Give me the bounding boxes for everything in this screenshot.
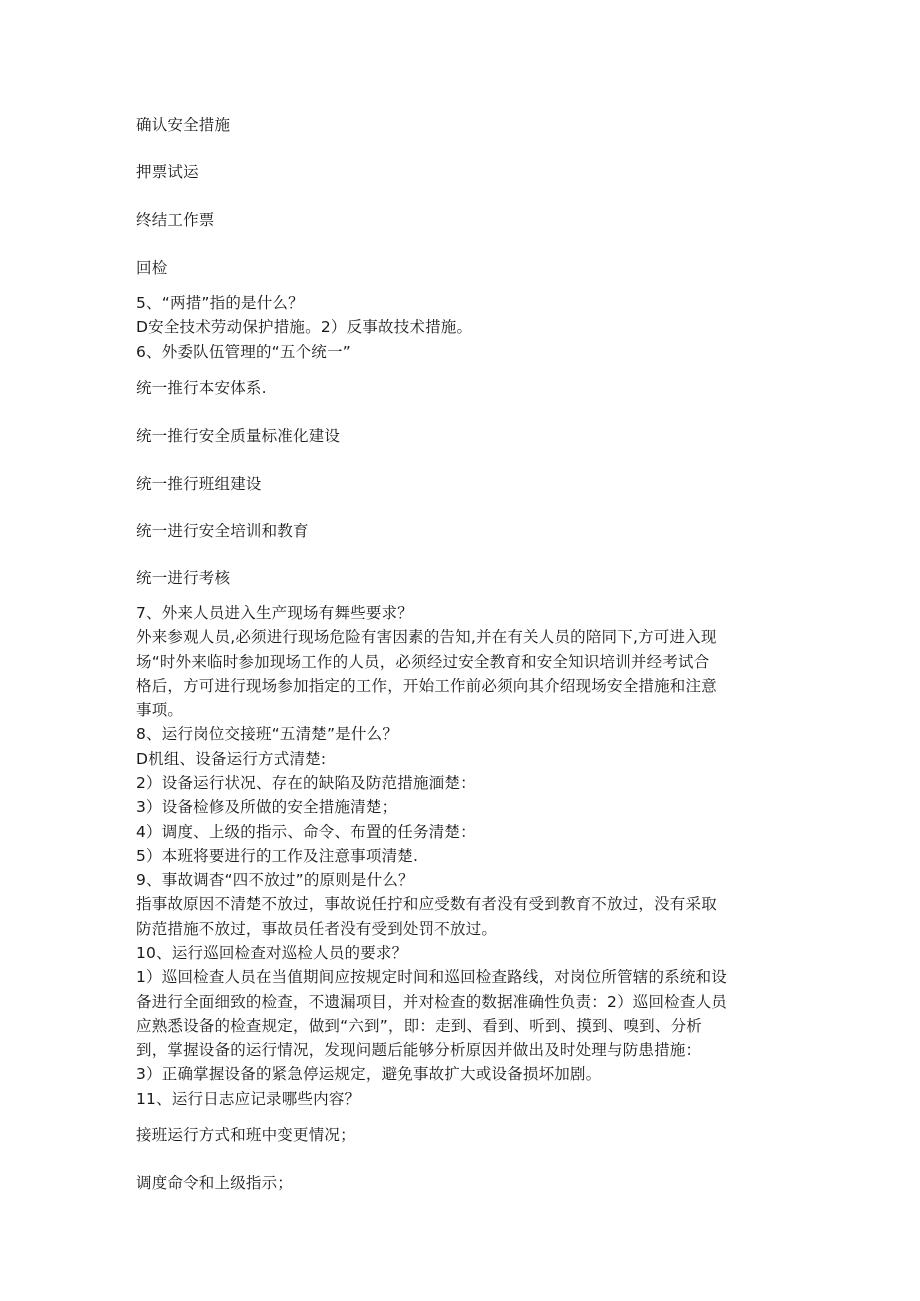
text-line: 5）本班将要进行的工作及注意事项清楚. <box>136 847 419 865</box>
text-line: 接班运行方式和班中变更情况； <box>136 1126 356 1144</box>
text-line: 统一进行安全培训和教育 <box>136 522 309 540</box>
text-line: 统一推行班组建设 <box>136 475 262 493</box>
text-line: 应熟悉设备的检查规定，做到“六到”，即：走到、看到、听到、摸到、嗅到、分析 <box>136 1017 702 1035</box>
text-line: 场“时外来临时参加现场工作的人员，必须经过安全教育和安全知识培训并经考试合 <box>136 653 710 671</box>
text-line: 到，掌握设备的运行情况，发现问题后能够分析原因并做出及时处理与防患措施： <box>136 1041 702 1059</box>
text-line: 统一推行安全质量标准化建设 <box>136 427 341 445</box>
question-heading: 7、外来人员进入生产现场有舞些要求？ <box>136 604 413 622</box>
text-line: 统一进行考核 <box>136 569 231 587</box>
text-line: 防范措施不放过，事故员任者没有受到处罚不放过。 <box>136 920 498 938</box>
text-line: 回检 <box>136 259 168 277</box>
text-line: 调度命令和上级指示； <box>136 1174 294 1192</box>
text-line: 事项。 <box>136 701 184 719</box>
text-line: 1）巡回检查人员在当值期间应按规定时间和巡回检查路线，对岗位所管辖的系统和设 <box>136 968 727 986</box>
question-heading: 11、运行日志应记录哪些内容？ <box>136 1090 361 1108</box>
text-line: 格后，方可进行现场参加指定的工作，开始工作前必须向其介绍现场安全措施和注意 <box>136 677 717 695</box>
question-heading: 8、运行岗位交接班“五清楚”是什么？ <box>136 725 399 743</box>
text-line: 终结工作票 <box>136 211 215 229</box>
question-heading: 5、“两措”指的是什么？ <box>136 294 304 312</box>
text-line: 3）正确掌握设备的紧急停运规定，避免事故扩大或设备损坏加剧。 <box>136 1065 602 1083</box>
text-line: 押票试运 <box>136 163 199 181</box>
question-heading: 9、事故调杳“四不放过”的原则是什么？ <box>136 871 414 889</box>
question-heading: 6、外委队伍管理的“五个统一” <box>136 343 351 361</box>
text-line: 统一推行本安体系. <box>136 379 267 397</box>
text-line: 确认安全措施 <box>136 116 231 134</box>
text-line: 备进行全面细致的检查，不遗漏项目，并对检查的数据准确性负责：2）巡回检查人员 <box>136 993 727 1011</box>
text-line: 外来参观人员,必须进行现场危险有害因素的告知,并在有关人员的陪同下,方可进入现 <box>136 628 717 646</box>
text-line: 4）调度、上级的指示、命令、布置的任务清楚： <box>136 823 476 841</box>
text-line: D机组、设备运行方式清楚: <box>136 750 327 768</box>
text-line: 指事故原因不清楚不放过，事故说任拧和应受数有者没有受到教育不放过，没有采取 <box>136 895 717 913</box>
text-line: 2）设备运行状况、存在的缺陷及防范措施湎楚： <box>136 774 476 792</box>
text-line: 3）设备检修及所做的安全措施清楚； <box>136 798 398 816</box>
text-line: D安全技术劳动保护措施。2）反事故技术措施。 <box>136 318 473 336</box>
question-heading: 10、运行巡回检查对巡检人员的要求？ <box>136 944 408 962</box>
